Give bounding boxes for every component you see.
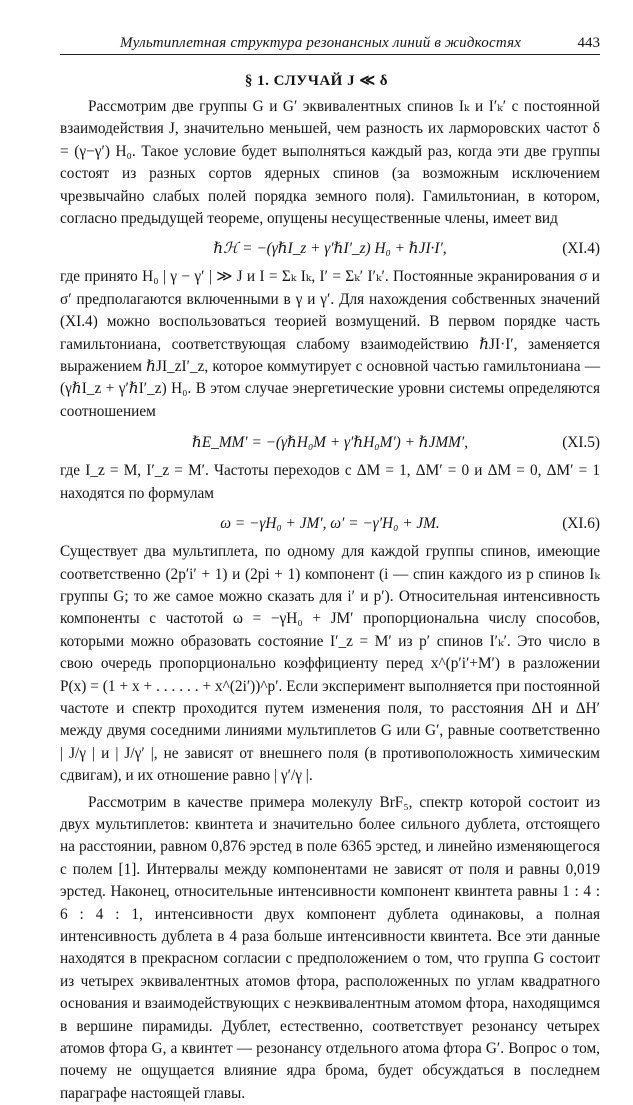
equation-xi6	[60, 507, 600, 541]
running-header	[60, 28, 600, 55]
equation-xi6-number: (XI.6)	[562, 515, 600, 533]
paragraph-multiplets: Существует два мультиплета, по одному для каждой группы спинов, имеющие соответственно (2p′i′ + 1) и (2pi + 1) компонент (i — спин каждого из p спинов Iₖ группы G; то же самое можно сказать для i′ и p′). Относительная интенсивность компоненты с частотой ω = −γH₀ + JM′ пропорциональна числу способов, которыми можно образовать состояние I′_z = M′ из p′ спинов I′ₖ′. Это число в свою очередь пропорционально коэффициенту перед x^(p′i′+M′) в разложении P(x) = (1 + x + . . . . . . + x^(2i′))^p′. Если эксперимент выполняется при постоянной частоте и спектр проходится путем изменения поля, то расстояния ΔH и ΔH′ между двумя соседними линиями мультиплетов G или G′, равные соответственно | J/γ | и | J/γ′ |, не зависят от внешнего поля (в противоположность химическим сдвигам), и их отношение равно | γ′/γ |.	[60, 543, 601, 785]
page-number: 443	[577, 35, 600, 51]
paragraph-intro: Рассмотрим две группы G и G′ эквивалентных спинов Iₖ и I′ₖ′ с постоянной взаимодействия J, значительно меньшей, чем разность их ларморовских частот δ = (γ−γ′) H₀. Такое условие будет выполняться каждый раз, когда эти две группы состоят из разных сортов ядерных спинов (за возможным исключением чрезвычайно слабых полей порядка земного поля). Гамильтониан, в котором, согласно предыдущей теореме, опущены несущественные члены, имеет вид	[60, 98, 600, 228]
equation-xi5-number: (XI.5)	[562, 434, 600, 452]
equation-xi4-expression: ℏℋ = −(γℏI_z + γ′ℏI′_z) H₀ + ℏJI·I′,	[213, 240, 447, 258]
running-title: Мультиплетная структура резонансных линий в жидкостях	[120, 35, 522, 51]
equation-xi5	[60, 426, 600, 460]
paragraph-brf5-example: Рассмотрим в качестве примера молекулу BrF₅, спектр которой состоит из двух мультиплетов: квинтета и значительно более сильного дублета, отстоящего на расстоянии, равном 0,876 эрстед в поле 6365 эрстед, и линейно изменяющегося с полем [1]. Интервалы между компонентами не зависят от поля и равны 0,019 эрстед. Наконец, относительные интенсивности компонент квинтета равны 1 : 4 : 6 : 4 : 1, интенсивности двух компонент дублета одинаковы, а полная интенсивность дублета в 4 раза больше интенсивности квинтета. Все эти данные находятся в прекрасном согласии с предположением о том, что группа G состоит из четырех эквивалентных атомов фтора, расположенных по углам квадратного основания и взаимодействующих с неэквивалентным атомом фтора, находящимся в вершине пирамиды. Дублет, естественно, соответствует резонансу четырех атомов фтора G, а квинтет — резонансу отдельного атома фтора G′. Вопрос о том, почему не ощущается влияние ядра брома, будет обсуждаться в последнем параграфе настоящей главы.	[60, 793, 600, 1102]
body-text	[60, 96, 600, 1105]
equation-xi4	[60, 232, 600, 266]
paragraph-perturbation: где принято H₀ | γ − γ′ | ≫ J и I = Σₖ Iₖ, I′ = Σₖ′ I′ₖ′. Постоянные экранирования σ и σ′ предполагаются включенными в γ и γ′. Для нахождения собственных значений (XI.4) можно воспользоваться теорией возмущений. В первом порядке часть гамильтониана, соответствующая слабому взаимодействию ℏJI·I′, заменяется выражением ℏJI_zI′_z, которое коммутирует с основной частью гамильтониана — (γℏI_z + γ′ℏI′_z) H₀. В этом случае энергетические уровни системы определяются соотношением	[60, 268, 600, 420]
section-title: § 1. СЛУЧАЙ J ≪ δ	[244, 73, 389, 89]
paragraph-transitions: где I_z = M, I′_z = M′. Частоты переходов с ΔM = 1, ΔM′ = 0 и ΔM = 0, ΔM′ = 1 находятся по формулам	[60, 462, 600, 502]
equation-xi4-number: (XI.4)	[562, 240, 600, 258]
equation-xi6-expression: ω = −γH₀ + JM′, ω′ = −γ′H₀ + JM.	[220, 515, 440, 533]
equation-xi5-expression: ℏE_MM′ = −(γℏH₀M + γ′ℏH₀M′) + ℏJMM′,	[191, 434, 469, 452]
